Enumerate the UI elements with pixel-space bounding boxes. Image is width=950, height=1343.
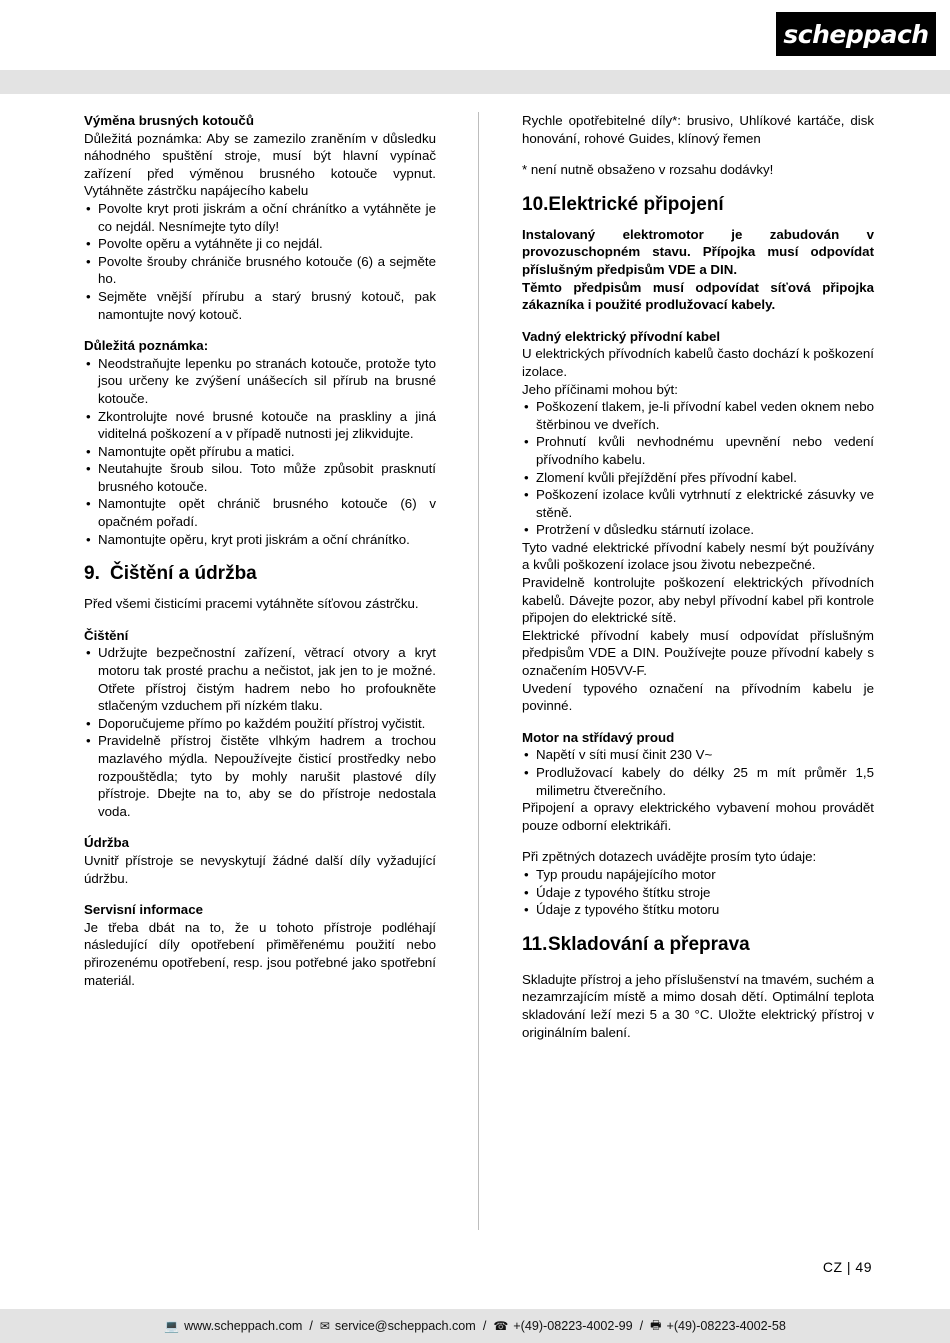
list-item: • Neodstraňujte lepenku po stranách kotouče, protože tyto jsou určeny ke zvýšení unášecích sil přírub na brusné kotouče. xyxy=(84,355,436,408)
paragraph-vde-din: Elektrické přívodní kabely musí odpovídat příslušným předpisům VDE a DIN. Používejte pouze přívodní kabely s označením H05VV-F. xyxy=(522,627,874,679)
paragraph-temto-predpisum: Těmto předpisům musí odpovídat síťová připojka zákazníka i použité prodlužovací kabely. xyxy=(522,279,874,313)
list-item: • Sejměte vnější přírubu a starý brusný kotouč, pak namontujte nový kotouč. xyxy=(84,288,436,323)
list-item: • Údaje z typového štítku motoru xyxy=(522,901,874,919)
paragraph-udrzba: Uvnitř přístroje se nevyskytují žádné další díly vyžadující údržbu. xyxy=(84,852,436,886)
footer-bar xyxy=(0,1309,950,1343)
heading-cisteni: Čištění xyxy=(84,627,129,643)
list-item: • Namontujte opět přírubu a matici. xyxy=(84,443,436,461)
list-item: • Doporučujeme přímo po každém použití přístroj vyčistit. xyxy=(84,715,436,733)
list-item: • Pravidelně přístroj čistěte vlhkým hadrem a trochou mazlavého mýdla. Nepoužívejte čisticí prostředky nebo rozpouštědla; tyto by mohly narušit plastové díly přístroje. Dbejte na to, aby se do přístroje nedostala voda. xyxy=(84,732,436,820)
section-heading-11 xyxy=(522,933,874,957)
footer-phone-2-text: +(49)-08223-4002-58 xyxy=(666,1319,786,1333)
list-item: • Prodlužovací kabely do délky 25 m mít průměr 1,5 milimetru čtverečního. xyxy=(522,764,874,799)
bullet-list-udaje xyxy=(522,866,874,919)
paragraph-dulezita-poznamka: Důležitá poznámka: Aby se zamezilo zraněním v důsledku náhodného spuštění stroje, musí být hlavní vypínač zařízení před výměnou brusného kotouče vypnut. Vytáhněte zástrčku napájecího kabelu xyxy=(84,130,436,199)
page-content xyxy=(84,112,874,1222)
paragraph-pravidelne-kontrolujte: Pravidelně kontrolujte poškození elektrických přívodních kabelů. Dávejte pozor, aby nebyl přívodní kabel při kontrole připojen do elektrické sítě. xyxy=(522,575,874,626)
list-item: • Povolte šrouby chrániče brusného kotouče (6) a sejměte ho. xyxy=(84,253,436,288)
monitor-icon: 💻 xyxy=(164,1319,180,1333)
heading-motor-stridavy-proud: Motor na střídavý proud xyxy=(522,729,675,745)
section-title-11: Skladování a přeprava xyxy=(548,933,750,955)
list-item: • Poškození tlakem, je-li přívodní kabel veden oknem nebo štěrbinou ve dveřích. xyxy=(522,398,874,433)
footer-phone-1[interactable] xyxy=(493,1319,632,1333)
paragraph-priciny: Jeho příčinami mohou být: xyxy=(522,381,678,397)
heading-udrzba: Údržba xyxy=(84,835,130,851)
list-item: • Napětí v síti musí činit 230 V~ xyxy=(522,746,874,764)
list-item: • Povolte opěru a vytáhněte ji co nejdál. xyxy=(84,235,436,253)
paragraph-poskozeni-izolace: U elektrických přívodních kabelů často dochází k poškození izolace. xyxy=(522,346,874,379)
logo-text: scheppach xyxy=(783,19,929,49)
list-item: • Typ proudu napájejícího motor xyxy=(522,866,874,884)
list-item: • Namontujte opět chránič brusného kotouče (6) v opačném pořadí. xyxy=(84,495,436,530)
footer-website[interactable] xyxy=(164,1319,302,1333)
paragraph-vadne-kabely: Tyto vadné elektrické přívodní kabely nesmí být používány a kvůli poškození izolace jsou životu nebezpečné. xyxy=(522,539,874,573)
bullet-list-vymena xyxy=(84,200,436,323)
list-item: • Namontujte opěru, kryt proti jiskrám a oční chránítko. xyxy=(84,531,436,549)
bullet-list-priciny xyxy=(522,398,874,539)
scheppach-logo xyxy=(776,12,936,56)
list-item: • Poškození izolace kvůli vytrhnutí z elektrické zásuvky ve stěně. xyxy=(522,486,874,521)
list-item: • Udržujte bezpečnostní zařízení, větrací otvory a kryt motoru tak prosté prachu a nečistot, jak jen to je možné. Otřete přístroj čistým hadrem nebo ho profoukněte stlačeným vzduchem při nízkém tlaku. xyxy=(84,644,436,714)
paragraph-typove-oznaceni: Uvedení typového označení na přívodním kabelu je povinné. xyxy=(522,680,874,714)
section-number-9: 9. xyxy=(84,563,100,585)
paragraph-pred-cistenim: Před všemi čisticími pracemi vytáhněte síťovou zástrčku. xyxy=(84,596,419,612)
footer-email-text: service@scheppach.com xyxy=(334,1319,476,1333)
list-item: • Povolte kryt proti jiskrám a oční chránítko a vytáhněte je co nejdál. Nesnímejte tyto díly! xyxy=(84,200,436,235)
column-divider xyxy=(478,112,479,1230)
header-grey-band xyxy=(0,70,950,94)
section-number-10: 10. xyxy=(522,193,549,215)
section-number-11: 11. xyxy=(522,933,548,955)
heading-servisni-informace: Servisní informace xyxy=(84,902,203,918)
list-item: • Údaje z typového štítku stroje xyxy=(522,884,874,902)
footer-separator: / xyxy=(482,1319,487,1333)
footer-phone-2[interactable] xyxy=(650,1316,786,1337)
list-item: • Zlomení kvůli přejíždění přes přívodní kabel. xyxy=(522,469,874,487)
list-item: • Zkontrolujte nové brusné kotouče na praskliny a jiná viditelná poškození a v případě nutnosti jej zlikvidujte. xyxy=(84,408,436,443)
section-heading-9 xyxy=(84,562,436,586)
bullet-list-motor xyxy=(522,746,874,799)
page-number: CZ | 49 xyxy=(822,1259,872,1275)
list-item: • Protržení v důsledku stárnutí izolace. xyxy=(522,521,874,539)
section-heading-10 xyxy=(522,193,874,217)
paragraph-footnote-dodavka: * není nutně obsaženo v rozsahu dodávky! xyxy=(522,162,774,178)
bullet-list-poznamka xyxy=(84,355,436,549)
section-title-9: Čištění a údržba xyxy=(110,563,257,585)
paragraph-pripojeni-opravy: Připojení a opravy elektrického vybavení mohou provádět pouze odborní elektrikáři. xyxy=(522,800,874,833)
right-column xyxy=(522,112,874,1041)
fax-icon: 🖶 xyxy=(650,1317,662,1332)
footer-website-text: www.scheppach.com xyxy=(184,1319,303,1333)
footer-separator: / xyxy=(639,1319,644,1333)
list-item: • Neutahujte šroub silou. Toto může způsobit prasknutí brusného kotouče. xyxy=(84,460,436,495)
section-title-10: Elektrické připojení xyxy=(548,193,724,215)
paragraph-servisni-informace: Je třeba dbát na to, že u tohoto přístroje podléhají následující díly opotřebení přiměřenému použití nebo přirozenému opotřebení, resp. jsou potřebné jako spotřební materiál. xyxy=(84,919,436,988)
paragraph-instalovany-elektromotor: Instalovaný elektromotor je zabudován v provozuschopném stavu. Přípojka musí odpovídat příslušným předpisům VDE a DIN. xyxy=(522,226,874,277)
heading-vymena-brusnych-kotoucu: Výměna brusných kotoučů xyxy=(84,113,254,128)
footer-email[interactable] xyxy=(320,1319,476,1333)
bullet-list-cisteni xyxy=(84,644,436,820)
paragraph-skladovani: Skladujte přístroj a jeho příslušenství na tmavém, suchém a nezamrzajícím místě a mimo dosah dětí. Optimální teplota skladování leží mezi 5 a 30 °C. Uložte elektrický přístroj v originálním balení. xyxy=(522,971,874,1040)
paragraph-rychle-opotrebitelne-dily: Rychle opotřebitelné díly*: brusivo, Uhlíkové kartáče, disk honování, rohové Guides, klínový řemen xyxy=(522,113,874,146)
footer-phone-1-text: +(49)-08223-4002-99 xyxy=(513,1319,633,1333)
heading-vadny-kabel: Vadný elektrický přívodní kabel xyxy=(522,328,721,344)
paragraph-zpetne-dotazy: Při zpětných dotazech uvádějte prosím tyto údaje: xyxy=(522,849,817,865)
heading-dulezita-poznamka: Důležitá poznámka: xyxy=(84,338,209,354)
list-item: • Prohnutí kvůli nevhodnému upevnění nebo vedení přívodního kabelu. xyxy=(522,433,874,468)
phone-icon: ☎ xyxy=(493,1319,509,1333)
left-column xyxy=(84,112,436,989)
footer-separator: / xyxy=(309,1319,313,1333)
envelope-icon: ✉ xyxy=(319,1319,330,1333)
